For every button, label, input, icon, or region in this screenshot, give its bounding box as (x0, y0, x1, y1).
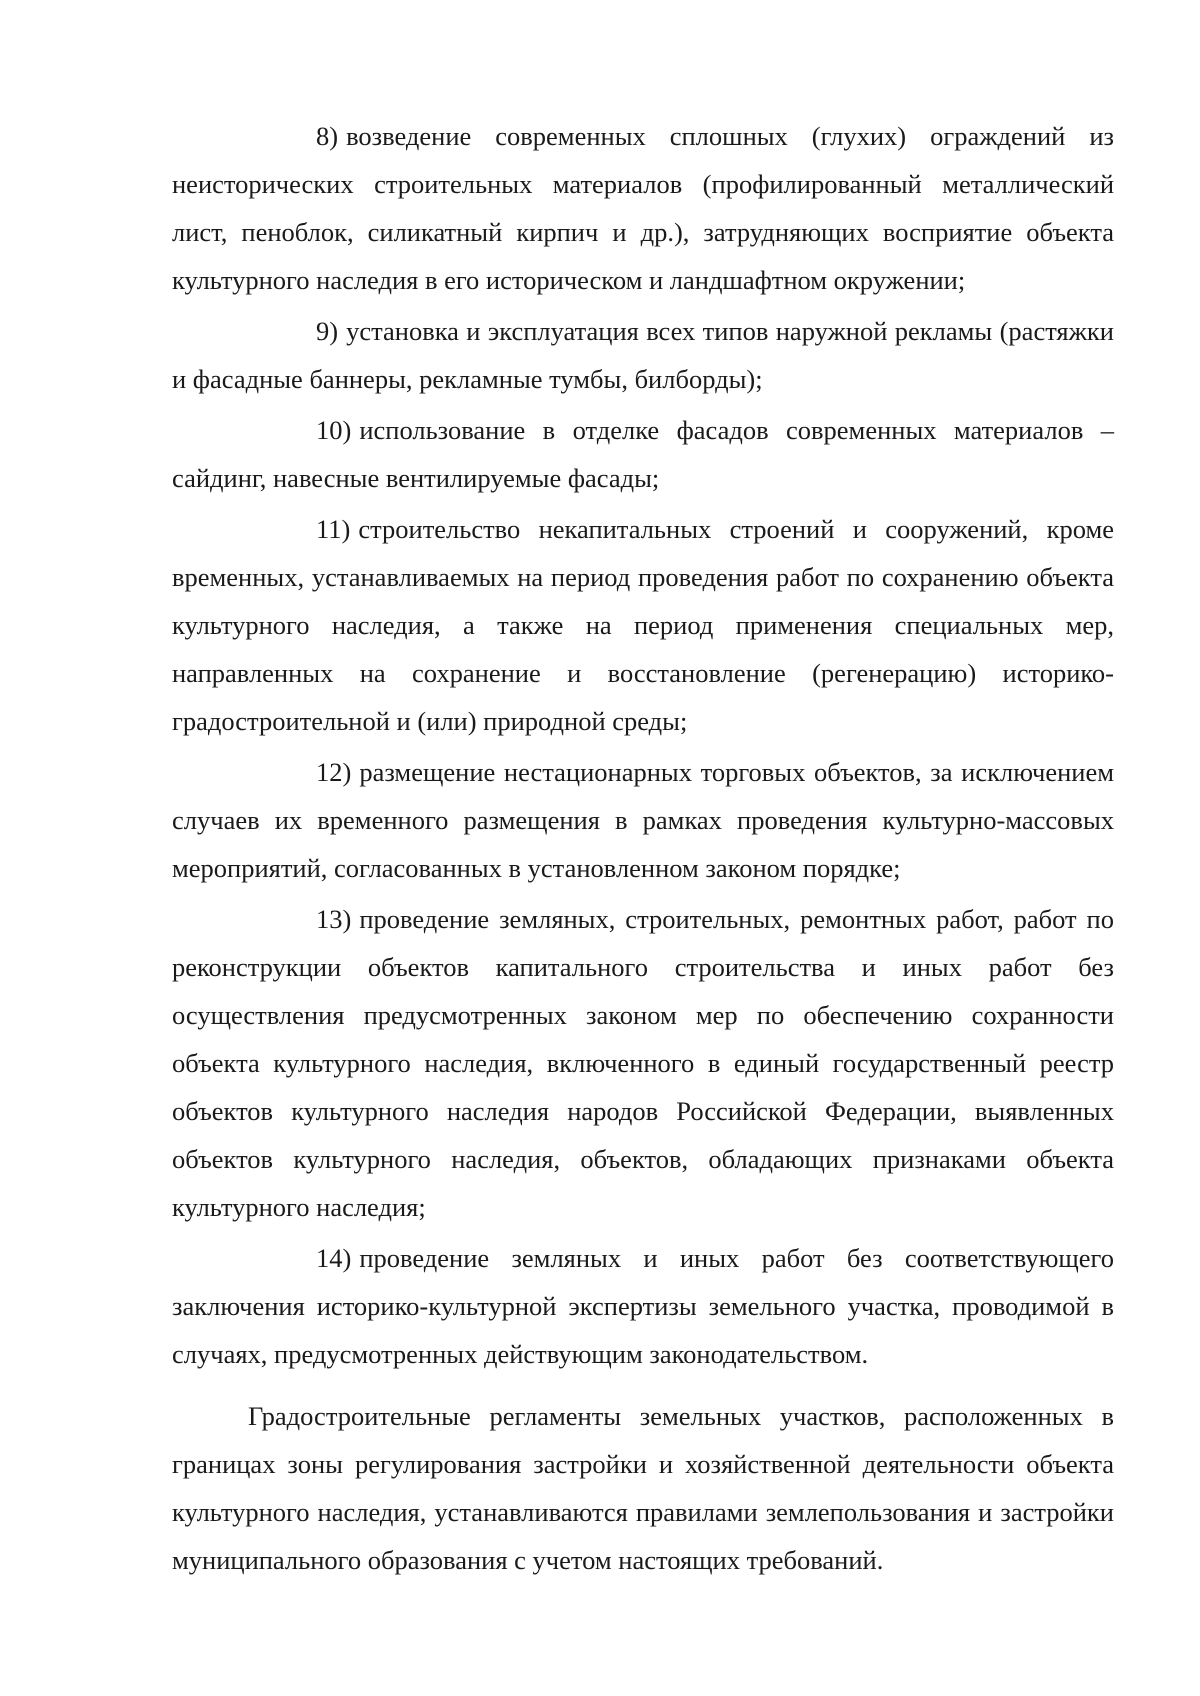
item-text: использование в отделке фасадов современных материалов – сайдинг, навесные вентилируемые фасады; (172, 415, 1114, 493)
item-number: 12) (316, 757, 352, 787)
item-text: размещение нестационарных торговых объектов, за исключением случаев их временного размещения в рамках проведения культурно-массовых мероприятий, согласованных в установленном законом порядке; (172, 757, 1114, 883)
item-text: проведение земляных, строительных, ремонтных работ, работ по реконструкции объектов капитального строительства и иных работ без осуществления предусмотренных законом мер по обеспечению сохранности объекта культурного наследия, включенного в единый государственный реестр объектов культурного наследия народов Российской Федерации, выявленных объектов культурного наследия, объектов, обладающих признаками объекта культурного наследия; (172, 904, 1114, 1222)
list-item-10 (172, 406, 1114, 502)
item-number: 13) (316, 904, 352, 934)
item-number: 10) (316, 415, 352, 445)
list-item-8 (172, 112, 1114, 304)
list-item-9 (172, 307, 1114, 403)
list-item-14 (172, 1234, 1114, 1378)
list-item-12 (172, 748, 1114, 892)
item-number: 14) (316, 1243, 352, 1273)
item-text: проведение земляных и иных работ без соответствующего заключения историко-культурной экспертизы земельного участка, проводимой в случаях, предусмотренных действующим законодательством. (172, 1243, 1114, 1369)
list-item-13 (172, 895, 1114, 1231)
item-text: возведение современных сплошных (глухих) ограждений из неисторических строительных материалов (профилированный металлический лист, пеноблок, силикатный кирпич и др.), затрудняющих восприятие объекта культурного наследия в его историческом и ландшафтном окружении; (172, 121, 1114, 295)
document-body (172, 112, 1114, 1584)
item-text: установка и эксплуатация всех типов наружной рекламы (растяжки и фасадные баннеры, рекламные тумбы, билборды); (172, 316, 1114, 394)
item-number: 11) (316, 514, 351, 544)
item-text: строительство некапитальных строений и сооружений, кроме временных, устанавливаемых на период проведения работ по сохранению объекта культурного наследия, а также на период применения специальных мер, направленных на сохранение и восстановление (регенерацию) историко-градостроительной и (или) природной среды; (172, 514, 1114, 736)
item-number: 8) (316, 121, 339, 151)
closing-paragraph: Градостроительные регламенты земельных участков, расположенных в границах зоны регулирования застройки и хозяйственной деятельности объекта культурного наследия, устанавливаются правилами землепользования и застройки муниципального образования с учетом настоящих требований. (172, 1401, 1114, 1575)
list-item-11 (172, 505, 1114, 745)
item-number: 9) (316, 316, 339, 346)
